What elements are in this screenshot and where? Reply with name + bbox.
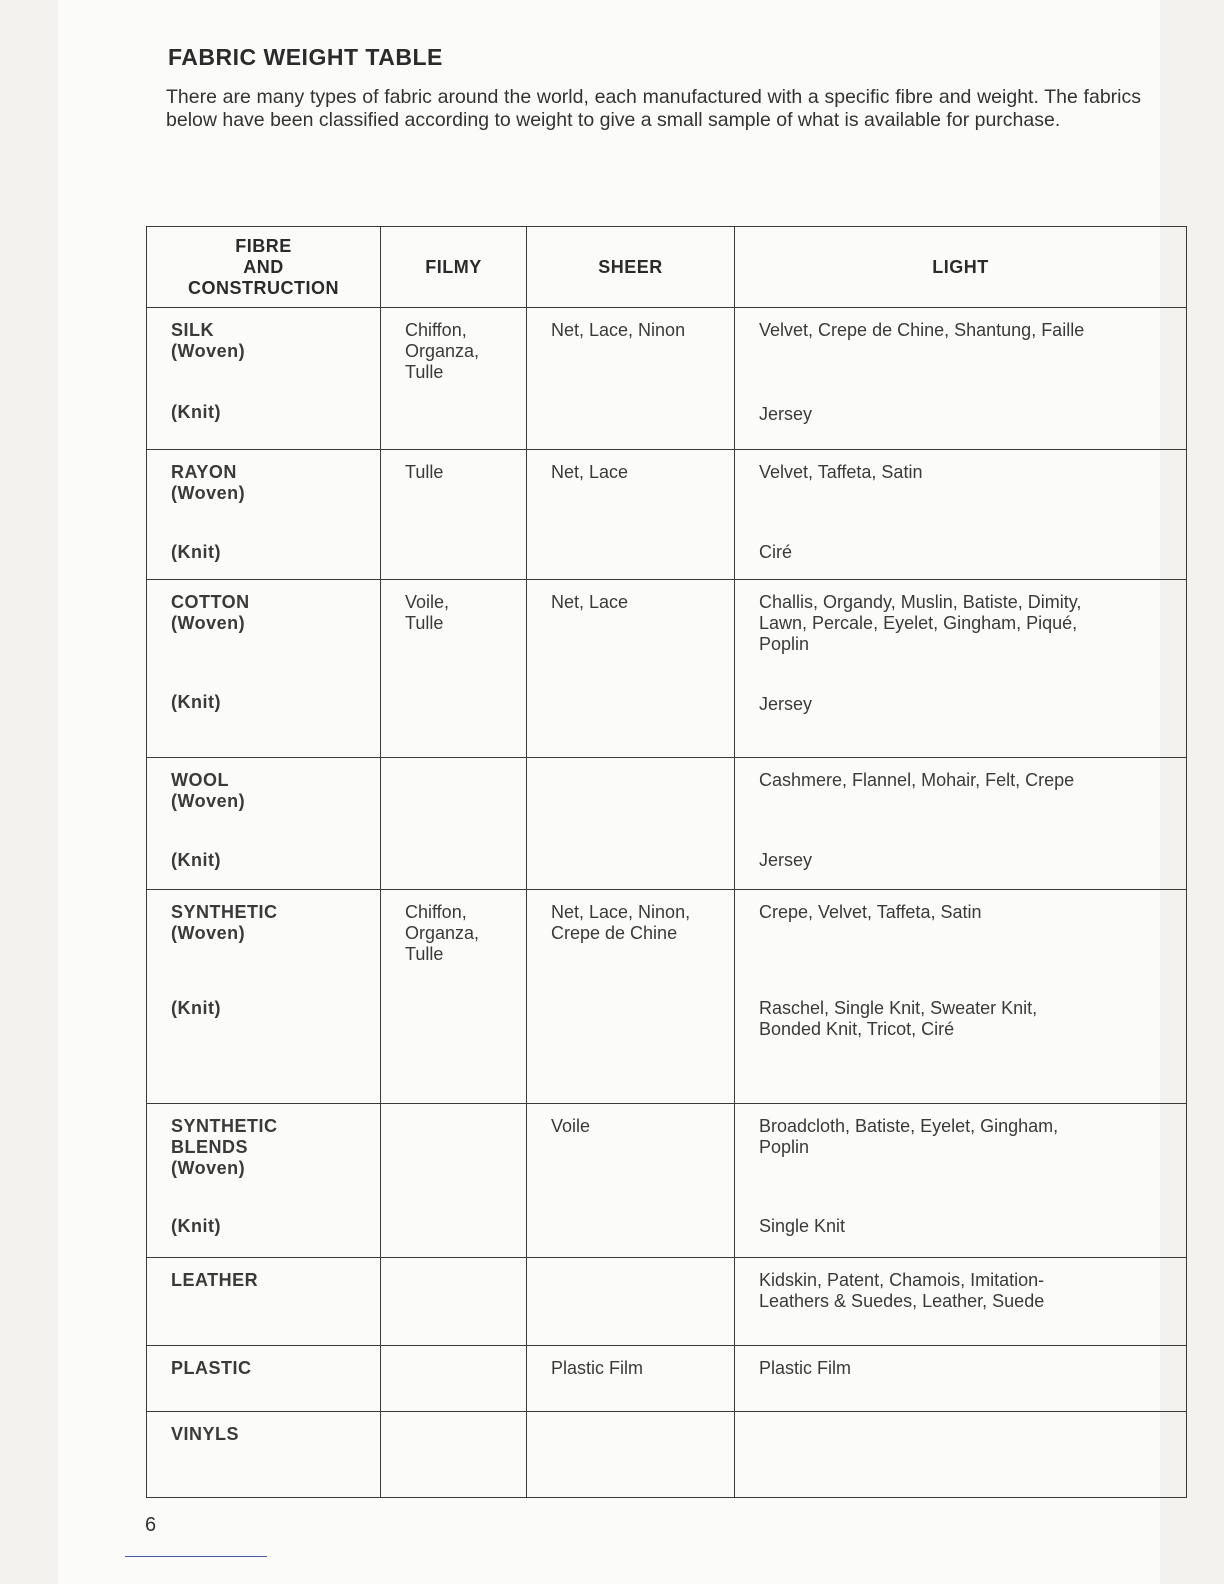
sheer-fabric: Plastic Film bbox=[551, 1358, 644, 1378]
light-knit-fabric: Jersey bbox=[759, 694, 813, 714]
table-row-rayon bbox=[147, 450, 1187, 580]
filmy-fabric: Tulle bbox=[405, 362, 444, 382]
filmy-cell bbox=[381, 1258, 527, 1346]
header-sheer: SHEER bbox=[527, 227, 735, 308]
knit-label: (Knit) bbox=[171, 542, 221, 562]
knit-label: (Knit) bbox=[171, 998, 221, 1018]
light-knit-block bbox=[759, 1216, 1176, 1237]
light-knit-block bbox=[759, 404, 1176, 425]
header-filmy: FILMY bbox=[381, 227, 527, 308]
light-cell bbox=[735, 450, 1187, 580]
light-cell bbox=[735, 758, 1187, 890]
knit-label: (Knit) bbox=[171, 402, 221, 422]
light-fabric: Velvet, Taffeta, Satin bbox=[759, 462, 923, 482]
light-fabric: Poplin bbox=[759, 634, 810, 654]
light-fabric: Cashmere, Flannel, Mohair, Felt, Crepe bbox=[759, 770, 1075, 790]
knit-label: (Knit) bbox=[171, 1216, 221, 1236]
filmy-cell bbox=[381, 758, 527, 890]
sheer-cell bbox=[527, 1346, 735, 1412]
table-row-plastic bbox=[147, 1346, 1187, 1412]
light-fabric: Crepe, Velvet, Taffeta, Satin bbox=[759, 902, 982, 922]
filmy-fabric: Tulle bbox=[405, 944, 444, 964]
header-fibre-line: FIBRE bbox=[235, 235, 292, 256]
filmy-fabric: Voile, bbox=[405, 592, 450, 612]
fibre-cell bbox=[147, 1104, 381, 1258]
light-knit-fabric: Ciré bbox=[759, 542, 793, 562]
sheer-fabric: Crepe de Chine bbox=[551, 923, 678, 943]
fibre-cell bbox=[147, 1258, 381, 1346]
light-fabric: Lawn, Percale, Eyelet, Gingham, Piqué, bbox=[759, 613, 1078, 633]
light-knit-fabric: Jersey bbox=[759, 850, 813, 870]
fibre-label: RAYON bbox=[171, 462, 237, 482]
fibre-label: COTTON bbox=[171, 592, 250, 612]
fibre-label: SYNTHETIC bbox=[171, 902, 278, 922]
fabric-weight-table bbox=[146, 226, 1187, 1498]
light-cell bbox=[735, 1104, 1187, 1258]
header-row bbox=[147, 227, 1187, 308]
filmy-cell bbox=[381, 1412, 527, 1498]
fibre-label: BLENDS bbox=[171, 1137, 249, 1157]
light-knit-fabric: Single Knit bbox=[759, 1216, 846, 1236]
light-fabric: Challis, Organdy, Muslin, Batiste, Dimity, bbox=[759, 592, 1082, 612]
filmy-fabric: Organza, bbox=[405, 923, 480, 943]
table-row-silk bbox=[147, 308, 1187, 450]
sheer-fabric: Voile bbox=[551, 1116, 591, 1136]
filmy-cell bbox=[381, 580, 527, 758]
filmy-fabric: Chiffon, bbox=[405, 902, 467, 922]
fibre-label: (Woven) bbox=[171, 1158, 246, 1178]
sheer-cell bbox=[527, 1412, 735, 1498]
fibre-label: VINYLS bbox=[171, 1424, 240, 1444]
light-fabric: Kidskin, Patent, Chamois, Imitation- bbox=[759, 1270, 1045, 1290]
knit-label: (Knit) bbox=[171, 850, 221, 870]
header-fibre-construction bbox=[147, 227, 381, 308]
fibre-label: SILK bbox=[171, 320, 215, 340]
fibre-label: LEATHER bbox=[171, 1270, 259, 1290]
filmy-cell bbox=[381, 1346, 527, 1412]
fibre-label: (Woven) bbox=[171, 483, 246, 503]
fibre-cell bbox=[147, 1412, 381, 1498]
sheer-cell bbox=[527, 580, 735, 758]
header-light: LIGHT bbox=[735, 227, 1187, 308]
filmy-cell bbox=[381, 890, 527, 1104]
header-fibre-line: CONSTRUCTION bbox=[188, 277, 339, 298]
fibre-cell bbox=[147, 758, 381, 890]
light-cell bbox=[735, 1412, 1187, 1498]
fibre-label: (Woven) bbox=[171, 923, 246, 943]
light-cell bbox=[735, 1258, 1187, 1346]
fibre-cell bbox=[147, 450, 381, 580]
table-row-synthetic bbox=[147, 890, 1187, 1104]
light-cell bbox=[735, 1346, 1187, 1412]
table-row-wool bbox=[147, 758, 1187, 890]
fibre-cell bbox=[147, 1346, 381, 1412]
table-row-vinyls bbox=[147, 1412, 1187, 1498]
fibre-label: WOOL bbox=[171, 770, 229, 790]
light-fabric: Velvet, Crepe de Chine, Shantung, Faille bbox=[759, 320, 1085, 340]
sheer-cell bbox=[527, 308, 735, 450]
fibre-label: (Woven) bbox=[171, 613, 246, 633]
light-knit-fabric: Raschel, Single Knit, Sweater Knit, bbox=[759, 998, 1038, 1018]
light-fabric: Poplin bbox=[759, 1137, 810, 1157]
sheer-cell bbox=[527, 890, 735, 1104]
sheer-cell bbox=[527, 758, 735, 890]
fibre-label: PLASTIC bbox=[171, 1358, 252, 1378]
sheer-cell bbox=[527, 450, 735, 580]
sheer-cell bbox=[527, 1104, 735, 1258]
page-number: 6 bbox=[145, 1514, 157, 1536]
intro-paragraph: There are many types of fabric around the world, each manufactured with a specific fibre and weight. The fabrics below have been classified according to weight to give a small sample of what is available for purchase. bbox=[166, 86, 1141, 131]
table-row-leather bbox=[147, 1258, 1187, 1346]
light-knit-fabric: Jersey bbox=[759, 404, 813, 424]
sheer-fabric: Net, Lace bbox=[551, 462, 629, 482]
light-fabric: Plastic Film bbox=[759, 1358, 852, 1378]
filmy-fabric: Tulle bbox=[405, 613, 444, 633]
filmy-fabric: Chiffon, bbox=[405, 320, 467, 340]
header-fibre-line: AND bbox=[243, 256, 284, 277]
fibre-cell bbox=[147, 308, 381, 450]
light-knit-block bbox=[759, 998, 1176, 1040]
light-cell bbox=[735, 580, 1187, 758]
filmy-cell bbox=[381, 450, 527, 580]
sheer-fabric: Net, Lace, Ninon, bbox=[551, 902, 691, 922]
light-knit-fabric: Bonded Knit, Tricot, Ciré bbox=[759, 1019, 955, 1039]
filmy-fabric: Tulle bbox=[405, 462, 444, 482]
light-cell bbox=[735, 308, 1187, 450]
fibre-cell bbox=[147, 890, 381, 1104]
fibre-cell bbox=[147, 580, 381, 758]
light-knit-block bbox=[759, 850, 1176, 871]
fibre-label: (Woven) bbox=[171, 341, 246, 361]
light-knit-block bbox=[759, 694, 1176, 715]
filmy-fabric: Organza, bbox=[405, 341, 480, 361]
sheer-fabric: Net, Lace, Ninon bbox=[551, 320, 686, 340]
fibre-label: (Woven) bbox=[171, 791, 246, 811]
filmy-cell bbox=[381, 1104, 527, 1258]
light-knit-block bbox=[759, 542, 1176, 563]
page-title: FABRIC WEIGHT TABLE bbox=[168, 44, 443, 70]
footer-rule bbox=[125, 1556, 267, 1557]
table-row-synthetic bbox=[147, 1104, 1187, 1258]
filmy-cell bbox=[381, 308, 527, 450]
sheer-fabric: Net, Lace bbox=[551, 592, 629, 612]
light-fabric: Broadcloth, Batiste, Eyelet, Gingham, bbox=[759, 1116, 1059, 1136]
table-row-cotton bbox=[147, 580, 1187, 758]
light-cell bbox=[735, 890, 1187, 1104]
fibre-label: SYNTHETIC bbox=[171, 1116, 278, 1136]
knit-label: (Knit) bbox=[171, 692, 221, 712]
light-fabric: Leathers & Suedes, Leather, Suede bbox=[759, 1291, 1045, 1311]
sheer-cell bbox=[527, 1258, 735, 1346]
